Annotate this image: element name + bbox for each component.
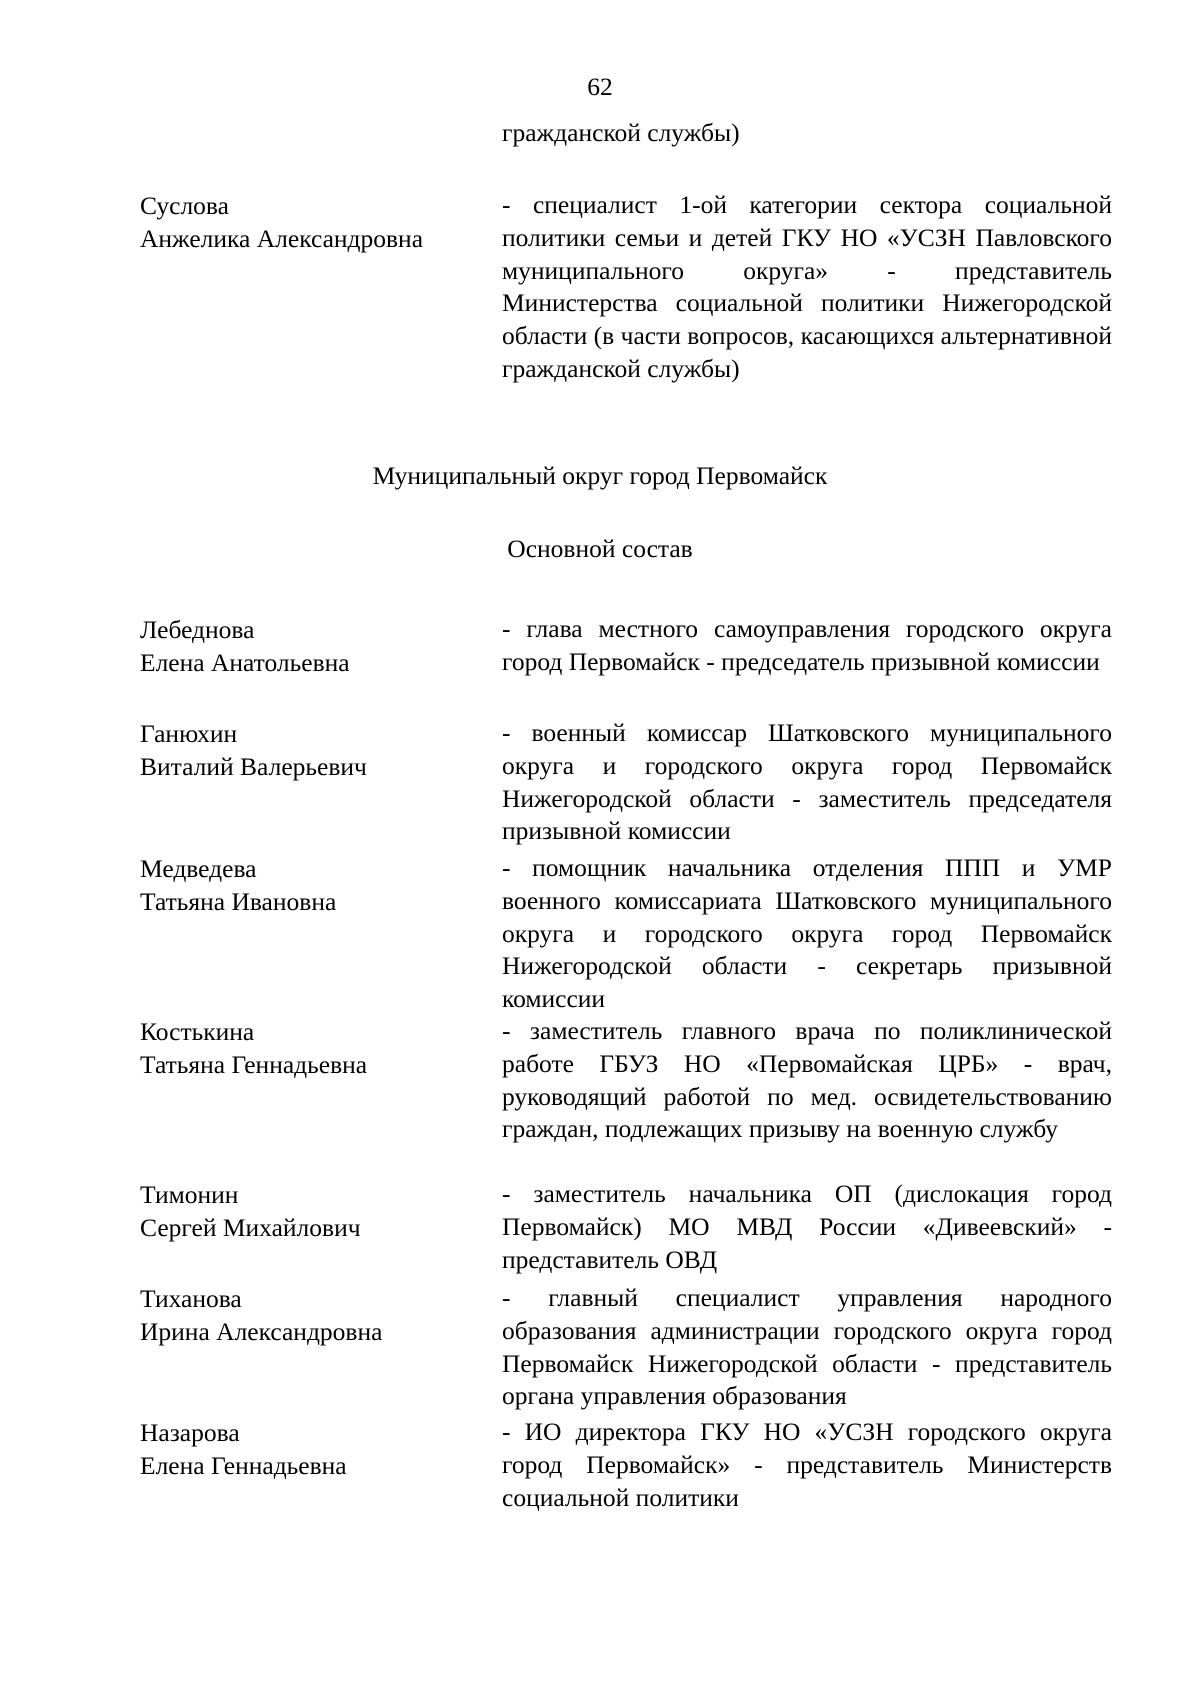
member-given-names: Татьяна Ивановна — [140, 887, 337, 916]
member-description: - помощник начальника отделения ППП и УМР военного комиссариата Шатковского муниципального округа и городского округа город Первомайск Нижегородской области - секретарь призывной комиссии — [502, 853, 1112, 1014]
member-surname: Медведева — [140, 854, 257, 883]
member-name — [140, 1282, 480, 1348]
member-given-names: Виталий Валерьевич — [140, 752, 367, 781]
member-name — [140, 717, 480, 783]
member-description: - глава местного самоуправления городского округа город Первомайск - председатель призывной комиссии — [502, 614, 1112, 676]
member-surname: Лебеднова — [140, 615, 255, 644]
member-surname: Назарова — [140, 1418, 240, 1447]
member-given-names: Татьяна Геннадьевна — [140, 1050, 368, 1079]
member-given-names: Сергей Михайлович — [140, 1213, 361, 1242]
member-given-names: Елена Геннадьевна — [140, 1451, 347, 1480]
member-description: - ИО директора ГКУ НО «УСЗН городского округа город Первомайск» - представитель Министерств социальной политики — [502, 1417, 1112, 1512]
member-name — [140, 1416, 480, 1482]
member-description: - главный специалист управления народного образования администрации городского округа город Первомайск Нижегородской области - представитель органа управления образования — [502, 1283, 1112, 1411]
member-name — [140, 613, 480, 679]
member-surname: Костькина — [140, 1017, 255, 1046]
member-surname: Ганюхин — [140, 719, 238, 748]
member-description: - заместитель главного врача по поликлинической работе ГБУЗ НО «Первомайская ЦРБ» - врач, руководящий работой по мед. освидетельствованию граждан, подлежащих призыву на военную службу — [502, 1016, 1112, 1144]
member-given-names: Анжелика Александровна — [140, 224, 424, 253]
member-name — [140, 1178, 480, 1244]
page-number: 62 — [587, 72, 613, 101]
continued-text: гражданской службы) — [502, 118, 740, 147]
member-surname: Тиханова — [140, 1284, 242, 1313]
member-name — [140, 1015, 480, 1081]
member-surname: Суслова — [140, 191, 229, 220]
section-title: Муниципальный округ город Первомайск — [372, 461, 828, 490]
member-description: - заместитель начальника ОП (дислокация город Первомайск) МО МВД России «Дивеевский» - представитель ОВД — [502, 1179, 1112, 1274]
member-given-names: Елена Анатольевна — [140, 648, 350, 677]
member-surname: Тимонин — [140, 1180, 239, 1209]
member-description: - военный комиссар Шатковского муниципального округа и городского округа город Первомайск Нижегородской области - заместитель председателя призывной комиссии — [502, 718, 1112, 846]
member-name — [140, 189, 480, 255]
member-name — [140, 852, 480, 918]
member-given-names: Ирина Александровна — [140, 1317, 383, 1346]
member-description: - специалист 1-ой категории сектора социальной политики семьи и детей ГКУ НО «УСЗН Павловского муниципального округа» - представитель Министерства социальной политики Нижегородской области (в части вопросов, касающихся альтернативной гражданской службы) — [502, 190, 1112, 383]
section-subtitle: Основной состав — [507, 534, 693, 563]
